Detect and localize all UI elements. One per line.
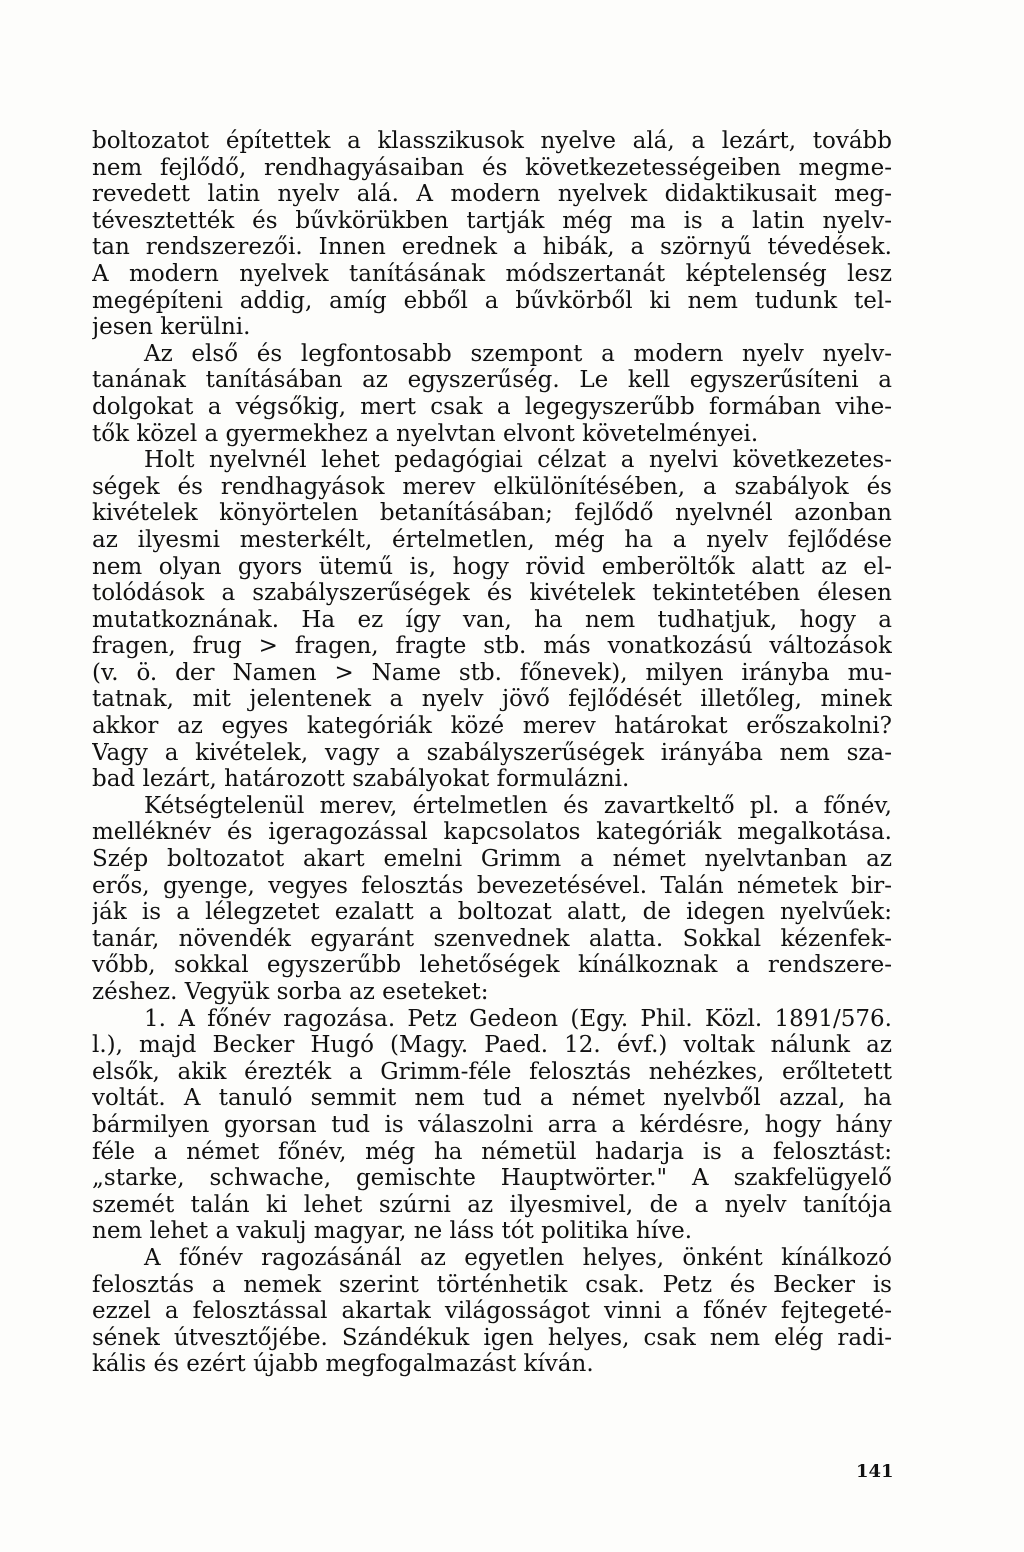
text-line: nem lehet a vakulj magyar, ne láss tót politika híve. [92, 1218, 693, 1245]
text-line: 1. A főnév ragozása. Petz Gedeon (Egy. Phil. Közl. 1891/576. [144, 1005, 892, 1032]
text-line: tan rendszerezői. Innen erednek a hibák, a szörnyű tévedések. [92, 234, 892, 261]
text-line: tők közel a gyermekhez a nyelvtan elvont követelményei. [92, 420, 759, 447]
text-line: Az első és legfontosabb szempont a modern nyelv nyelv- [144, 340, 892, 367]
text-line: nem fejlődő, rendhagyásaiban és következetességeiben megme- [92, 154, 892, 181]
text-line: fragen, frug > fragen, fragte stb. más vonatkozású változások [92, 633, 892, 660]
text-line: l.), majd Becker Hugó (Magy. Paed. 12. évf.) voltak nálunk az [92, 1032, 892, 1059]
text-line: sének útvesztőjébe. Szándékuk igen helyes, csak nem elég radi- [92, 1324, 892, 1351]
text-line: melléknév és igeragozással kapcsolatos kategóriák megalkotása. [92, 819, 892, 846]
text-line: „starke, schwache, gemischte Hauptwörter." A szakfelügyelő [92, 1165, 892, 1192]
text-line: Kétségtelenül merev, értelmetlen és zavartkeltő pl. a főnév, [144, 792, 892, 819]
text-line: az ilyesmi mesterkélt, értelmetlen, még ha a nyelv fejlődése [92, 526, 892, 553]
text-line: nem olyan gyors ütemű is, hogy rövid emberöltők alatt az el- [92, 553, 892, 580]
text-line: akkor az egyes kategóriák közé merev határokat erőszakolni? [92, 713, 892, 740]
text-line: tanának tanításában az egyszerűség. Le kell egyszerűsíteni a [92, 367, 892, 394]
text-line: megépíteni addig, amíg ebből a bűvkörből ki nem tudunk tel- [92, 287, 892, 314]
text-line: (v. ö. der Namen > Name stb. főnevek), milyen irányba mu- [92, 659, 892, 686]
text-line: Szép boltozatot akart emelni Grimm a német nyelvtanban az [92, 846, 892, 873]
text-line: zéshez. Vegyük sorba az eseteket: [92, 979, 489, 1005]
text-line: kális és ezért újabb megfogalmazást kíván. [92, 1351, 594, 1378]
page-number: 141 [856, 1461, 894, 1482]
text-line: elsők, akik érezték a Grimm-féle felosztás nehézkes, erőltetett [92, 1058, 892, 1085]
text-line: erős, gyenge, vegyes felosztás bevezetésével. Talán németek bir- [92, 872, 892, 899]
text-line: bármilyen gyorsan tud is válaszolni arra a kérdésre, hogy hány [92, 1111, 892, 1138]
text-line: vőbb, sokkal egyszerűbb lehetőségek kínálkoznak a rendszere- [92, 952, 892, 979]
text-line: tévesztették és bűvkörükben tartják még ma is a latin nyelv- [92, 207, 892, 234]
text-line: szemét talán ki lehet szúrni az ilyesmivel, de a nyelv tanítója [92, 1191, 892, 1218]
text-line: dolgokat a végsőkig, mert csak a legegyszerűbb formában vihe- [92, 393, 892, 420]
text-line: mutatkoznának. Ha ez így van, ha nem tudhatjuk, hogy a [92, 606, 892, 633]
text-line: tatnak, mit jelentenek a nyelv jövő fejlődését illetőleg, minek [92, 686, 892, 713]
text-line: A modern nyelvek tanításának módszertanát képtelenség lesz [92, 260, 892, 287]
text-line: féle a német főnév, még ha németül hadarja is a felosztást: [92, 1138, 892, 1165]
text-line: tanár, növendék egyaránt szenvednek alatta. Sokkal kézenfek- [92, 925, 892, 952]
text-line: bad lezárt, határozott szabályokat formulázni. [92, 766, 630, 793]
text-line: boltozatot építettek a klasszikusok nyelve alá, a lezárt, tovább [92, 128, 892, 154]
text-line: ezzel a felosztással akartak világosságot vinni a főnév fejtegeté- [92, 1298, 892, 1325]
text-line: felosztás a nemek szerint történhetik csak. Petz és Becker is [92, 1271, 892, 1298]
text-line: revedett latin nyelv alá. A modern nyelvek didaktikusait meg- [92, 181, 892, 208]
text-line: Vagy a kivételek, vagy a szabályszerűségek irányába nem sza- [92, 739, 892, 766]
text-line: voltát. A tanuló semmit nem tud a német nyelvből azzal, ha [92, 1085, 892, 1112]
text-line: kivételek könyörtelen betanításában; fejlődő nyelvnél azonban [92, 500, 892, 527]
text-line: A főnév ragozásánál az egyetlen helyes, önként kínálkozó [144, 1244, 892, 1271]
text-line: ségek és rendhagyások merev elkülönítésében, a szabályok és [92, 473, 892, 500]
body-text [92, 128, 892, 1378]
text-line: jesen kerülni. [92, 314, 251, 341]
text-line: tolódások a szabályszerűségek és kivételek tekintetében élesen [92, 580, 892, 607]
text-line: Holt nyelvnél lehet pedagógiai célzat a nyelvi következetes- [144, 447, 892, 474]
text-line: ják is a lélegzetet ezalatt a boltozat alatt, de idegen nyelvűek: [92, 899, 892, 926]
